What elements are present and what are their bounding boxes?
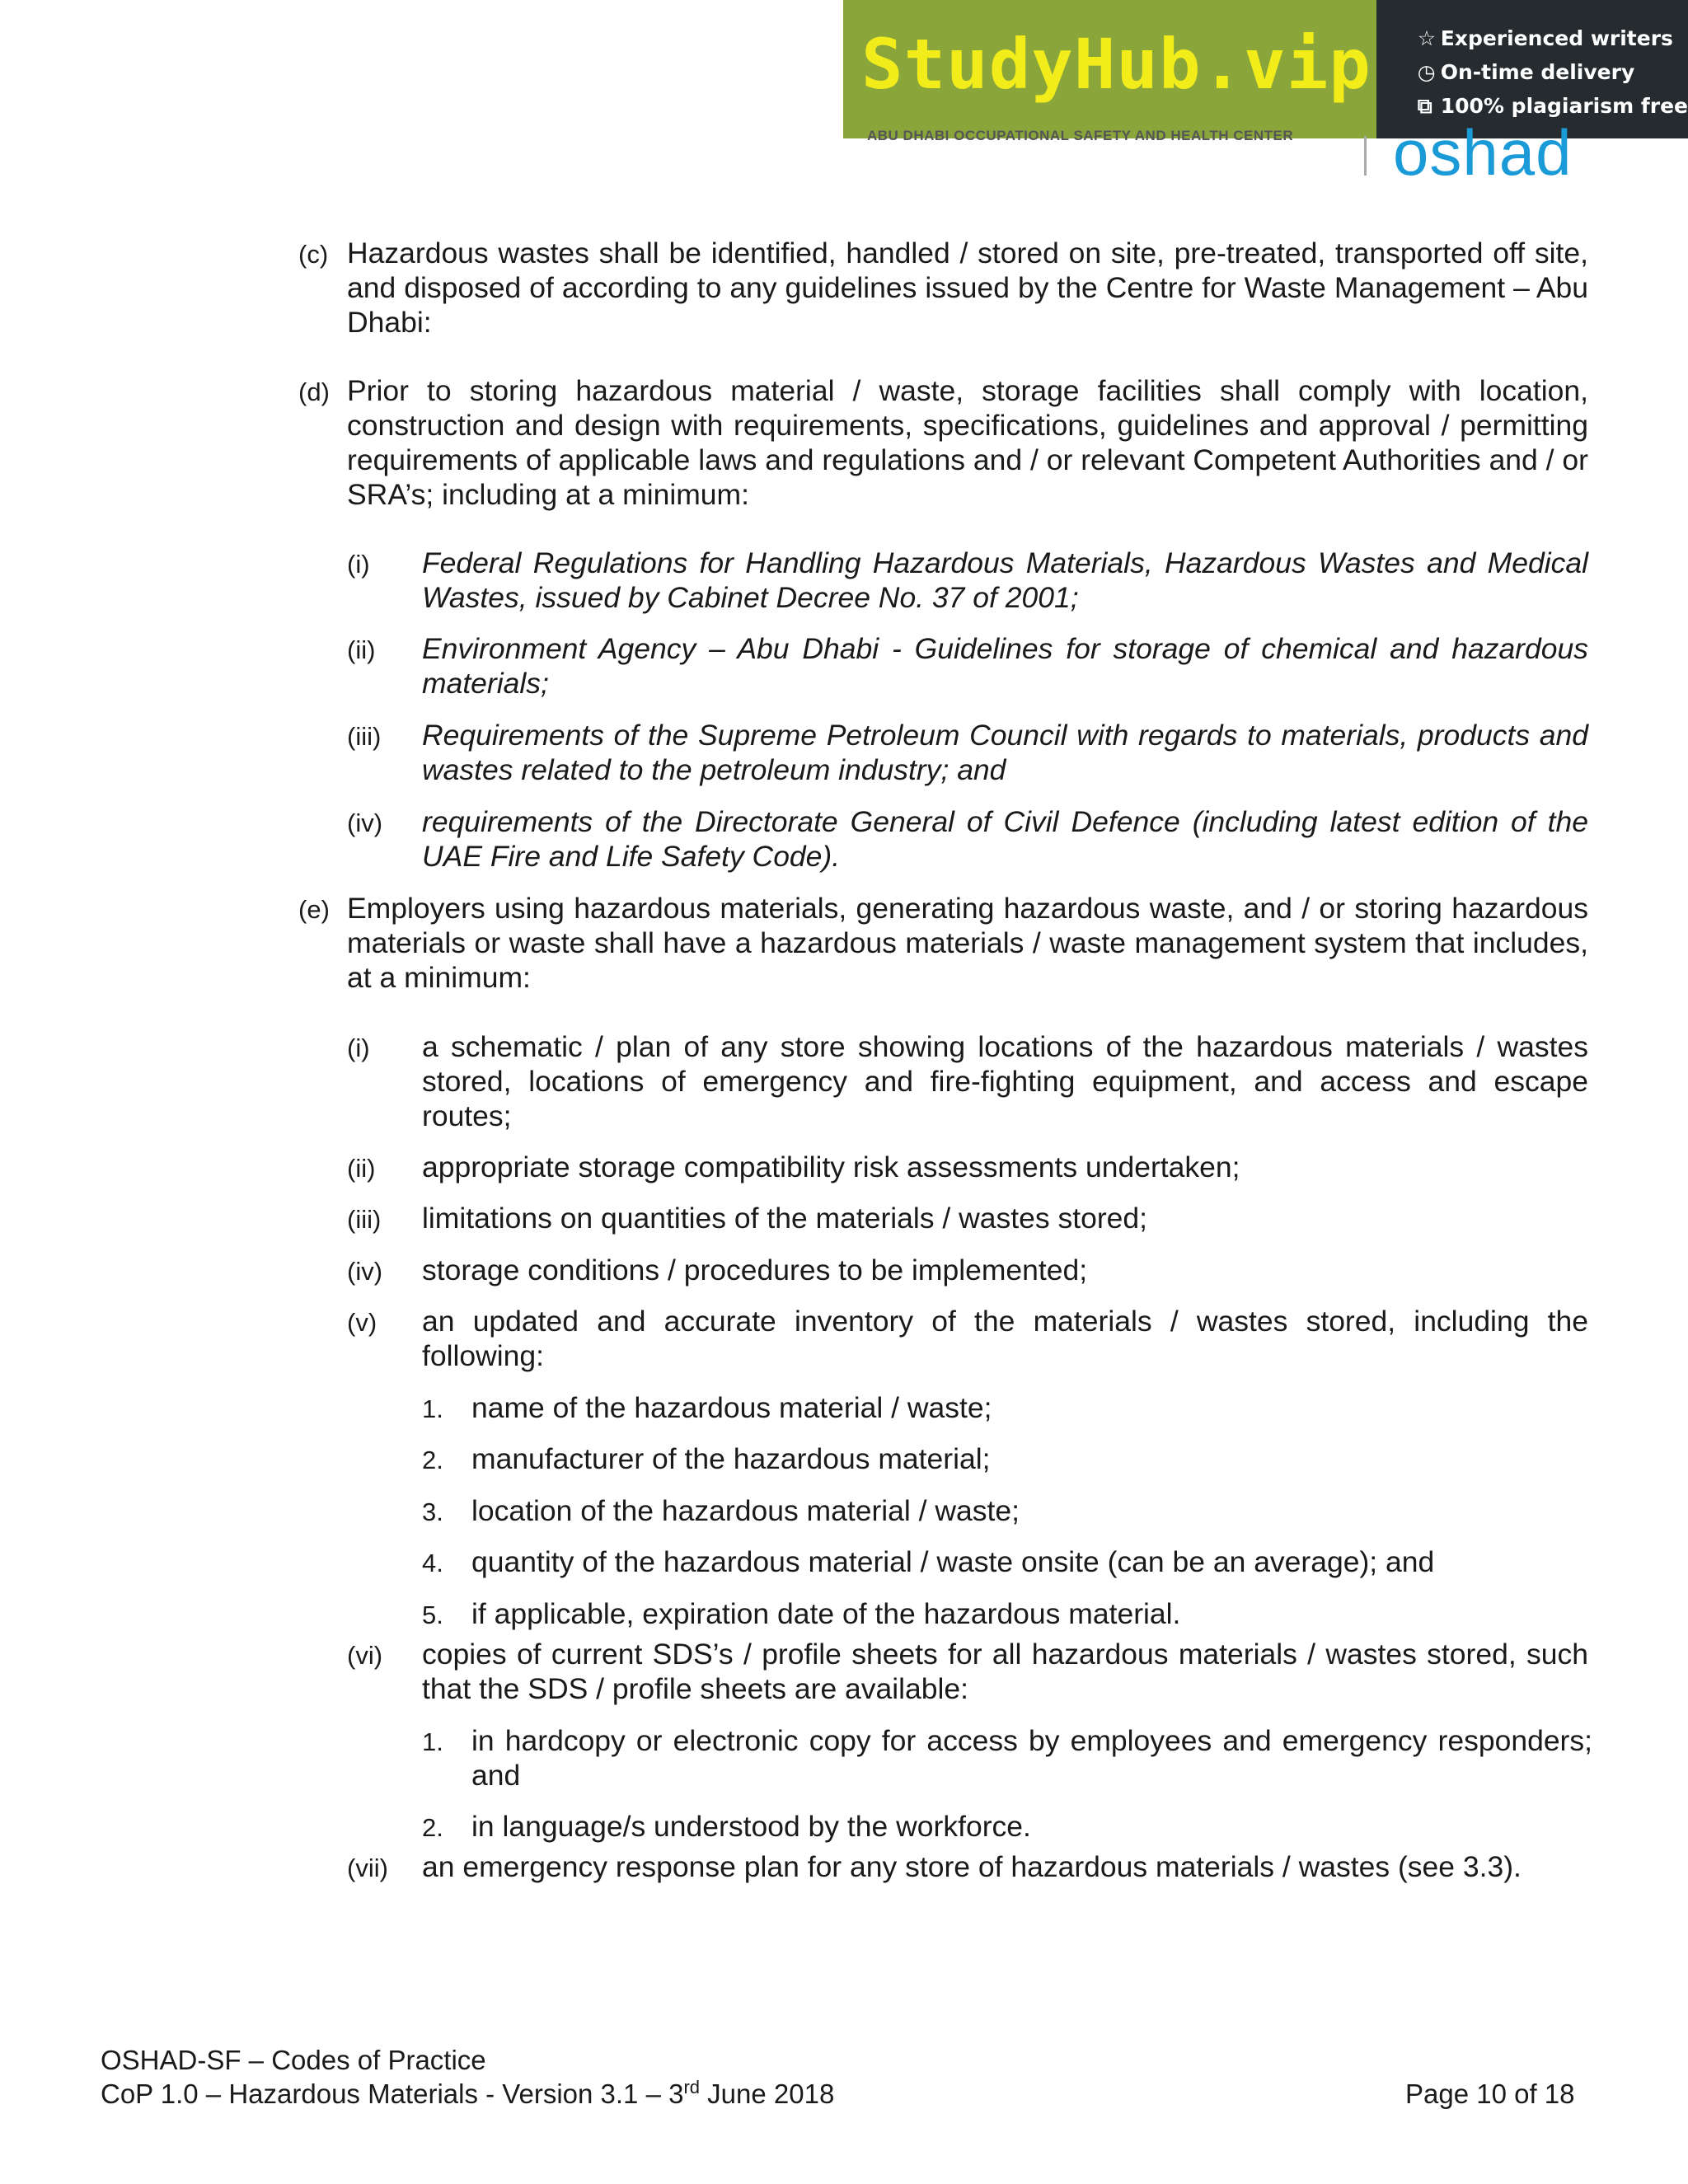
item-label: (ii) (347, 635, 376, 664)
clause-text: Employers using hazardous materials, generating hazardous waste, and / or storing hazardous materials or waste shall have a hazardous materials / waste management system that includes, at a minimum: (347, 892, 1588, 994)
sub-item-label: 2. (422, 1446, 443, 1474)
item-label: (iv) (347, 1257, 383, 1286)
copy-icon: ⧉ (1417, 93, 1432, 118)
clause-text: Hazardous wastes shall be identified, handled / stored on site, pre-treated, transported off site, and disposed of according to any guidelines issued by the Centre for Waste Management – Abu Dhabi: (347, 237, 1588, 339)
sub-item-label: 3. (422, 1497, 443, 1526)
item-text: requirements of the Directorate General of Civil Defence (including latest edition of the UAE Fire and Life Safety Code). (422, 805, 1588, 873)
sub-item-text: name of the hazardous material / waste; (471, 1391, 992, 1424)
item-label: (vi) (347, 1641, 383, 1670)
center-name: ABU DHABI OCCUPATIONAL SAFETY AND HEALTH CENTER (867, 128, 1294, 143)
footer-document: CoP 1.0 – Hazardous Materials - Version 3.1 – 3rd June 2018 (101, 2077, 835, 2109)
item-text: Environment Agency – Abu Dhabi - Guidelines for storage of chemical and hazardous materials; (422, 632, 1588, 700)
item-text: Federal Regulations for Handling Hazardous Materials, Hazardous Wastes and Medical Wastes, issued by Cabinet Decree No. 37 of 2001; (422, 546, 1588, 614)
item-label: (iv) (347, 808, 383, 837)
star-icon: ☆ (1417, 26, 1437, 50)
feature-item: ⧉ 100% plagiarism free (1417, 93, 1688, 118)
brand-panel[interactable] (843, 0, 1376, 138)
item-text: a schematic / plan of any store showing locations of the hazardous materials / wastes stored, locations of emergency and fire-fighting equipment, and access and escape routes; (422, 1030, 1588, 1132)
sub-item-text: manufacturer of the hazardous material; (471, 1442, 991, 1475)
sub-item-text: if applicable, expiration date of the hazardous material. (471, 1597, 1181, 1630)
item-label: (i) (347, 1033, 370, 1062)
sub-item-text: location of the hazardous material / waste; (471, 1494, 1020, 1527)
item-text: limitations on quantities of the materials / wastes stored; (422, 1202, 1148, 1235)
item-label: (vii) (347, 1854, 388, 1882)
item-label: (ii) (347, 1154, 376, 1183)
clause-label: (c) (298, 240, 329, 269)
sub-item-label: 5. (422, 1601, 443, 1629)
item-label: (iii) (347, 722, 382, 751)
sub-item-text: in hardcopy or electronic copy for access by employees and emergency responders; and (471, 1724, 1592, 1792)
clause-text: Prior to storing hazardous material / waste, storage facilities shall comply with location, construction and design with requirements, specifications, guidelines and approval / permitting requirements of applicable laws and regulations and / or relevant Competent Authorities and / or SRA’s; including at a minimum: (347, 374, 1588, 511)
item-text: an emergency response plan for any store of hazardous materials / wastes (see 3.3). (422, 1850, 1522, 1883)
sub-item-label: 2. (422, 1813, 443, 1842)
sub-item-text: in language/s understood by the workforce. (471, 1810, 1031, 1843)
item-text: appropriate storage compatibility risk assessments undertaken; (422, 1151, 1240, 1183)
clause-label: (e) (298, 895, 330, 924)
clock-icon: ◷ (1417, 60, 1436, 84)
sub-item-text: quantity of the hazardous material / waste onsite (can be an average); and (471, 1545, 1435, 1578)
oshad-logo: oshad (1393, 116, 1573, 189)
logo-divider (1364, 136, 1367, 176)
item-text: copies of current SDS’s / profile sheets for all hazardous materials / wastes stored, such that the SDS / profile sheets are available: (422, 1638, 1588, 1705)
item-text: Requirements of the Supreme Petroleum Council with regards to materials, products and wastes related to the petroleum industry; and (422, 719, 1588, 786)
clause-label: (d) (298, 377, 330, 406)
feature-item: ☆ Experienced writers (1417, 26, 1673, 50)
item-label: (v) (347, 1308, 377, 1337)
sub-item-label: 4. (422, 1549, 443, 1577)
sub-item-label: 1. (422, 1727, 443, 1756)
item-text: storage conditions / procedures to be implemented; (422, 1254, 1088, 1286)
brand-logo: StudyHub.vip (861, 24, 1372, 105)
item-label: (iii) (347, 1205, 382, 1234)
footer-series: OSHAD-SF – Codes of Practice (101, 2045, 486, 2075)
page-number: Page 10 of 18 (1405, 2079, 1575, 2109)
feature-item: ◷ On-time delivery (1417, 60, 1635, 84)
item-label: (i) (347, 550, 370, 579)
item-text: an updated and accurate inventory of the materials / wastes stored, including the following: (422, 1305, 1588, 1372)
sub-item-label: 1. (422, 1394, 443, 1423)
